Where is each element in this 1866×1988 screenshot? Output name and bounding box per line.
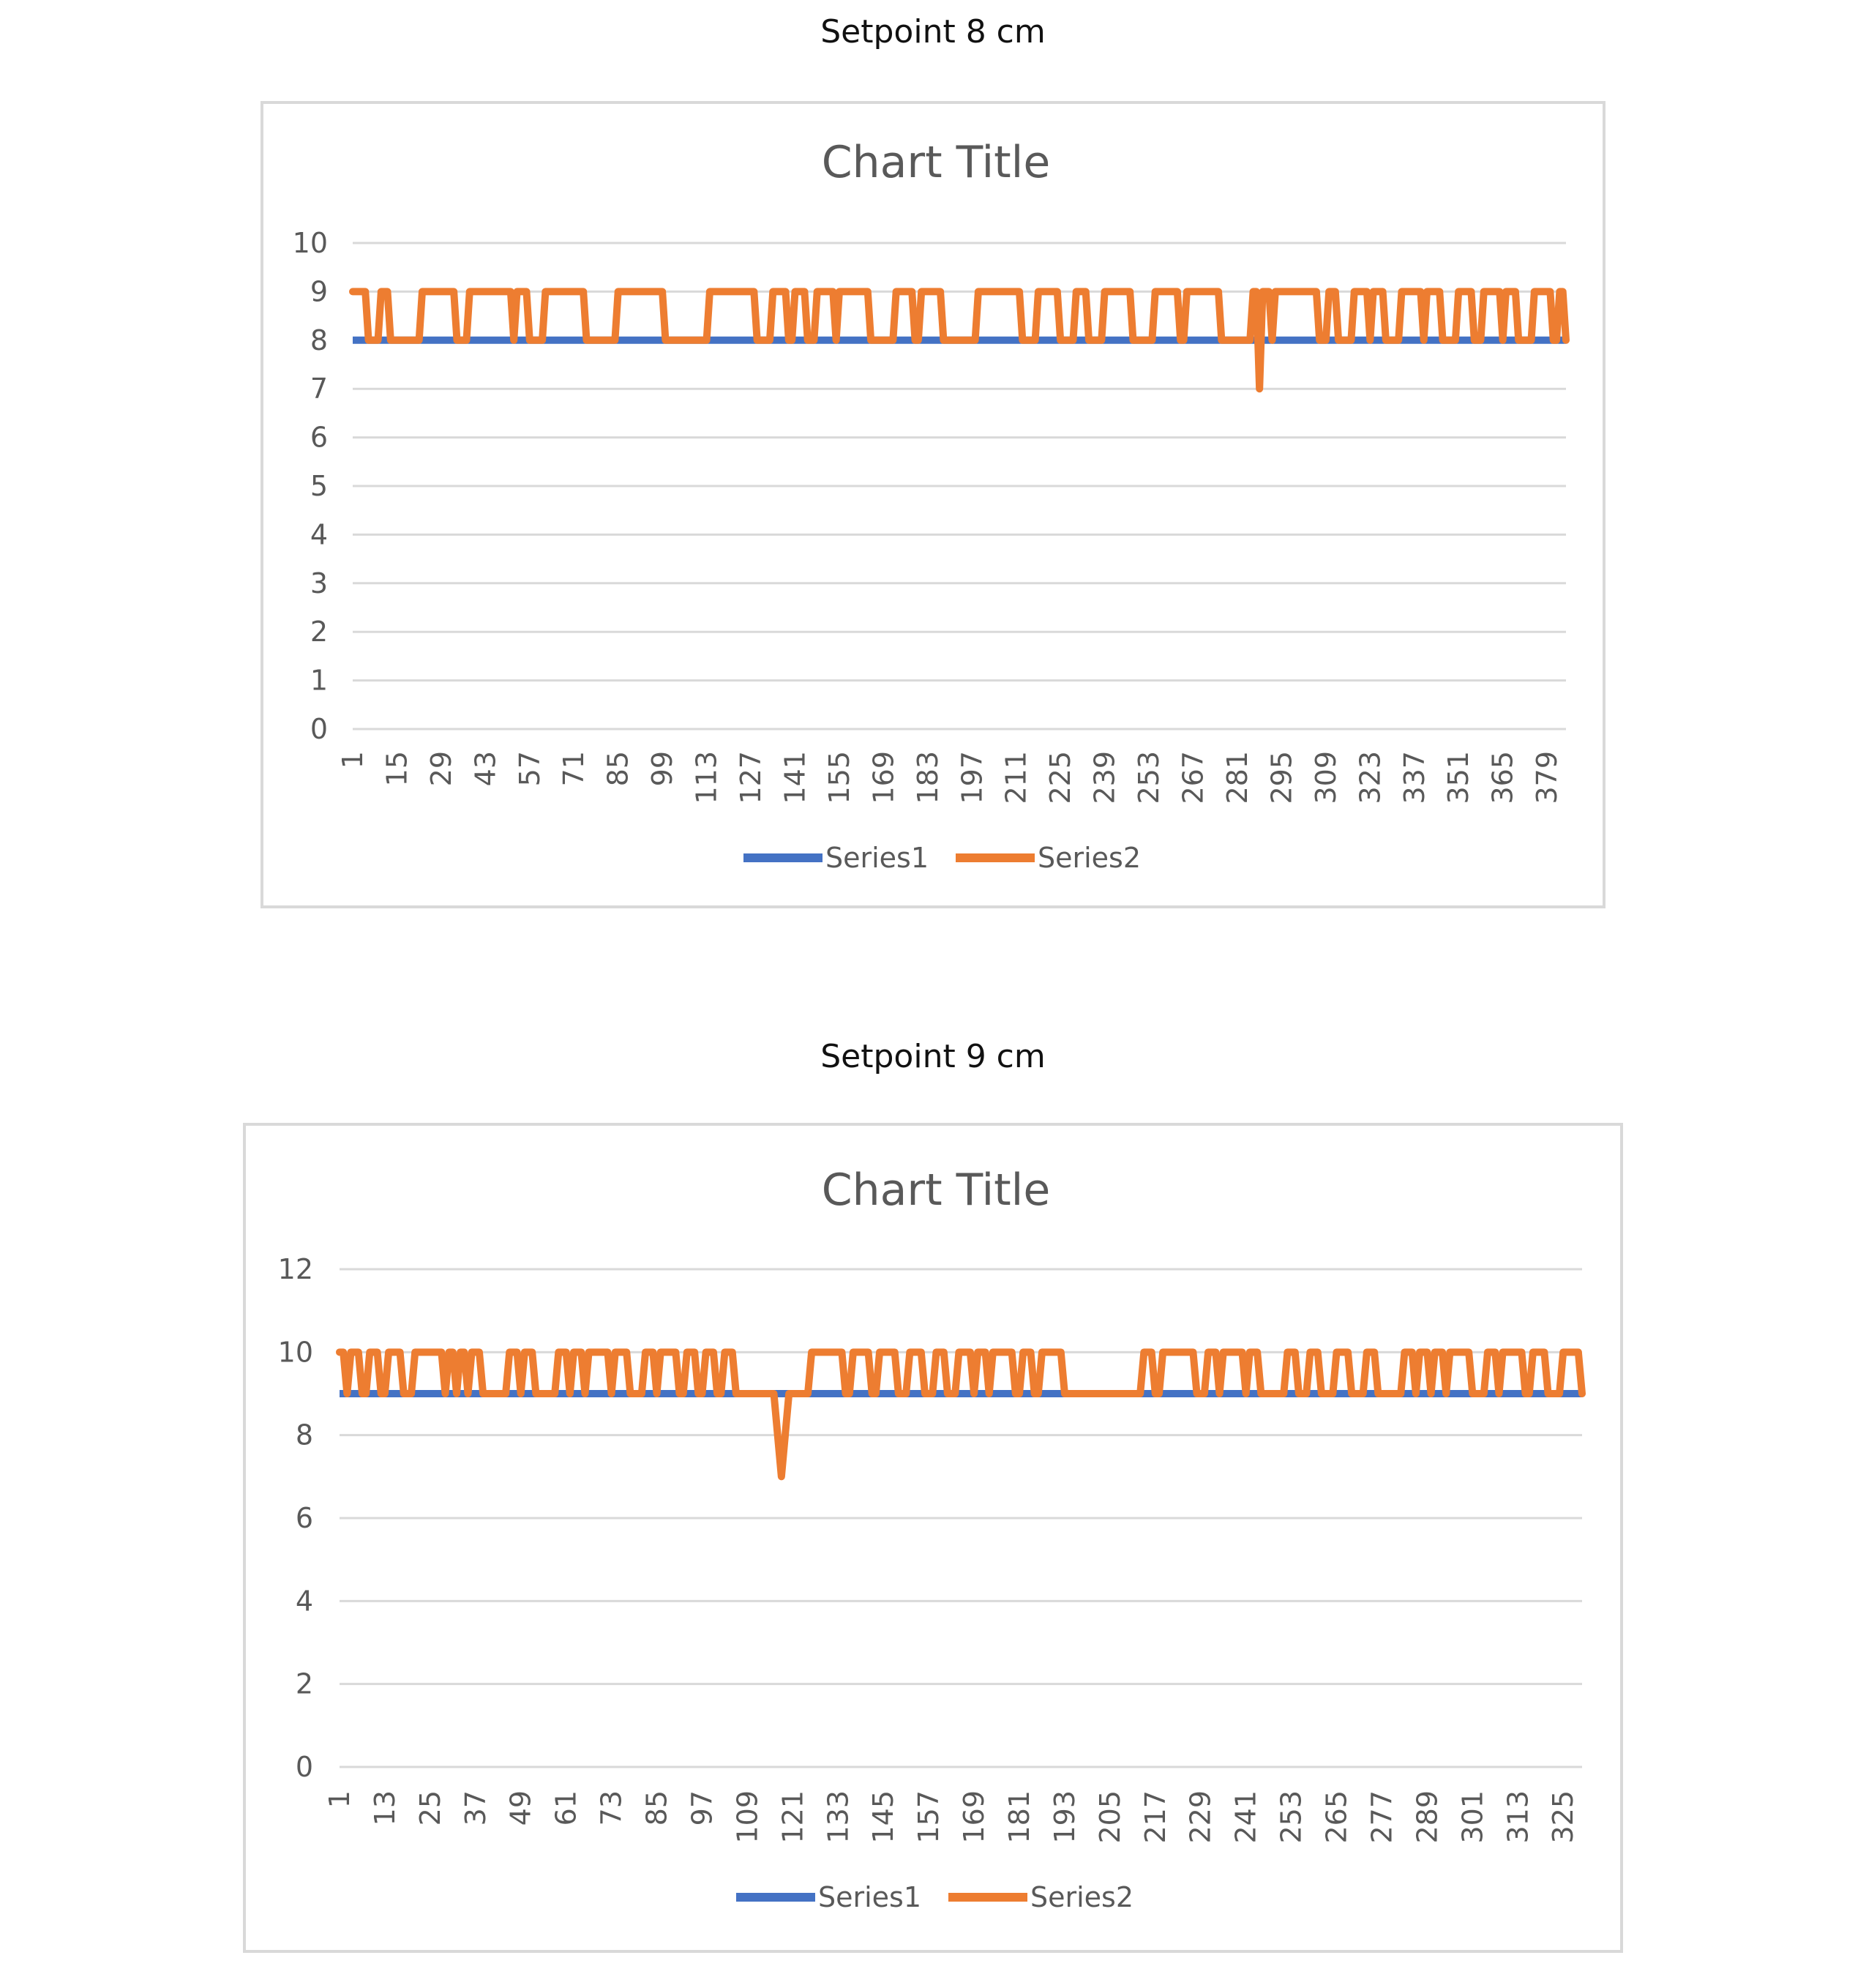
chart1-x-tick-label: 309 bbox=[1309, 751, 1342, 804]
chart1-x-tick-label: 183 bbox=[911, 751, 944, 804]
chart1-x-tick-label: 71 bbox=[558, 751, 591, 787]
chart1-x-tick-label: 57 bbox=[513, 751, 546, 787]
chart2-x-tick-label: 253 bbox=[1275, 1790, 1308, 1844]
chart2-x-tick-label: 241 bbox=[1229, 1790, 1262, 1844]
chart1-x-tick-label: 15 bbox=[381, 751, 413, 787]
chart2-legend-series1-label: Series1 bbox=[818, 1881, 922, 1913]
chart1-x-tick-label: 113 bbox=[690, 751, 723, 804]
chart1-x-tick-label: 127 bbox=[735, 751, 768, 804]
chart2-y-tick-label: 4 bbox=[295, 1585, 313, 1618]
chart1-x-tick-label: 99 bbox=[646, 751, 679, 787]
chart2-y-tick-label: 10 bbox=[277, 1336, 313, 1369]
chart1-y-tick-label: 9 bbox=[310, 275, 328, 308]
chart1-svg bbox=[263, 104, 1608, 911]
chart1-x-tick-label: 267 bbox=[1177, 751, 1210, 804]
chart1-x-tick-label: 351 bbox=[1442, 751, 1475, 804]
chart2-y-tick-label: 8 bbox=[295, 1419, 313, 1451]
chart2-x-tick-label: 313 bbox=[1502, 1790, 1535, 1844]
chart2-x-tick-label: 217 bbox=[1139, 1790, 1172, 1844]
chart2-caption: Setpoint 9 cm bbox=[820, 1038, 1046, 1075]
chart2-x-tick-label: 157 bbox=[913, 1790, 945, 1844]
chart2-x-tick-label: 25 bbox=[413, 1790, 446, 1826]
chart2-svg bbox=[246, 1126, 1626, 1956]
chart2-container bbox=[243, 1123, 1623, 1953]
chart2-x-tick-label: 61 bbox=[550, 1790, 582, 1826]
chart1-y-tick-label: 7 bbox=[310, 373, 328, 406]
chart1-y-tick-label: 0 bbox=[310, 713, 328, 745]
chart2-x-tick-label: 85 bbox=[640, 1790, 673, 1826]
chart2-x-tick-label: 301 bbox=[1456, 1790, 1489, 1844]
chart1-x-tick-label: 85 bbox=[602, 751, 634, 787]
chart2-x-tick-label: 325 bbox=[1547, 1790, 1580, 1844]
chart1-x-tick-label: 211 bbox=[1000, 751, 1033, 804]
chart1-y-tick-label: 8 bbox=[310, 324, 328, 356]
chart2-x-tick-label: 73 bbox=[595, 1790, 628, 1826]
chart1-x-tick-label: 365 bbox=[1486, 751, 1519, 804]
chart1-x-tick-label: 323 bbox=[1354, 751, 1387, 804]
chart1-legend-series2-label: Series2 bbox=[1038, 842, 1142, 874]
chart2-x-tick-label: 229 bbox=[1184, 1790, 1217, 1844]
chart1-legend-series1-label: Series1 bbox=[825, 842, 929, 874]
chart1-y-tick-label: 2 bbox=[310, 616, 328, 649]
chart2-x-tick-label: 277 bbox=[1365, 1790, 1398, 1844]
chart1-y-tick-label: 5 bbox=[310, 470, 328, 502]
chart1-x-tick-label: 253 bbox=[1133, 751, 1166, 804]
chart1-x-tick-label: 29 bbox=[424, 751, 457, 787]
chart1-title: Chart Title bbox=[821, 137, 1051, 188]
chart1-x-tick-label: 43 bbox=[469, 751, 502, 787]
chart2-series2-line bbox=[340, 1352, 1582, 1476]
chart1-y-tick-label: 10 bbox=[292, 227, 328, 259]
chart2-x-tick-label: 289 bbox=[1411, 1790, 1444, 1844]
chart2-y-tick-label: 12 bbox=[277, 1253, 313, 1285]
chart1-series2-line bbox=[353, 291, 1566, 389]
chart1-container bbox=[261, 101, 1605, 908]
chart1-x-tick-label: 1 bbox=[337, 751, 369, 769]
chart2-x-tick-label: 121 bbox=[776, 1790, 809, 1844]
chart2-x-tick-label: 37 bbox=[459, 1790, 492, 1826]
chart2-x-tick-label: 109 bbox=[731, 1790, 764, 1844]
chart1-x-tick-label: 239 bbox=[1088, 751, 1121, 804]
chart2-y-tick-label: 0 bbox=[295, 1751, 313, 1783]
chart2-title: Chart Title bbox=[821, 1165, 1051, 1216]
chart2-x-tick-label: 49 bbox=[504, 1790, 537, 1826]
chart1-y-tick-label: 3 bbox=[310, 567, 328, 599]
chart2-y-tick-label: 6 bbox=[295, 1502, 313, 1534]
chart2-x-tick-label: 97 bbox=[686, 1790, 719, 1826]
chart2-legend-series2-label: Series2 bbox=[1030, 1881, 1134, 1913]
chart2-x-tick-label: 265 bbox=[1320, 1790, 1353, 1844]
chart2-x-tick-label: 193 bbox=[1048, 1790, 1081, 1844]
chart1-y-tick-label: 1 bbox=[310, 664, 328, 697]
chart1-x-tick-label: 295 bbox=[1265, 751, 1298, 804]
chart1-y-tick-label: 6 bbox=[310, 421, 328, 454]
chart1-x-tick-label: 225 bbox=[1044, 751, 1077, 804]
chart1-x-tick-label: 169 bbox=[867, 751, 900, 804]
chart2-x-tick-label: 1 bbox=[323, 1790, 356, 1809]
chart1-x-tick-label: 155 bbox=[823, 751, 855, 804]
chart2-x-tick-label: 13 bbox=[368, 1790, 401, 1826]
chart1-x-tick-label: 197 bbox=[956, 751, 989, 804]
chart1-x-tick-label: 337 bbox=[1398, 751, 1431, 804]
chart2-y-tick-label: 2 bbox=[295, 1667, 313, 1700]
chart1-x-tick-label: 281 bbox=[1221, 751, 1254, 804]
chart2-x-tick-label: 169 bbox=[958, 1790, 991, 1844]
chart2-x-tick-label: 145 bbox=[867, 1790, 900, 1844]
chart1-x-tick-label: 141 bbox=[779, 751, 812, 804]
chart1-x-tick-label: 379 bbox=[1531, 751, 1564, 804]
chart1-caption: Setpoint 8 cm bbox=[820, 13, 1046, 51]
chart2-x-tick-label: 133 bbox=[822, 1790, 855, 1844]
chart2-x-tick-label: 181 bbox=[1003, 1790, 1035, 1844]
chart1-y-tick-label: 4 bbox=[310, 518, 328, 551]
chart2-x-tick-label: 205 bbox=[1093, 1790, 1126, 1844]
